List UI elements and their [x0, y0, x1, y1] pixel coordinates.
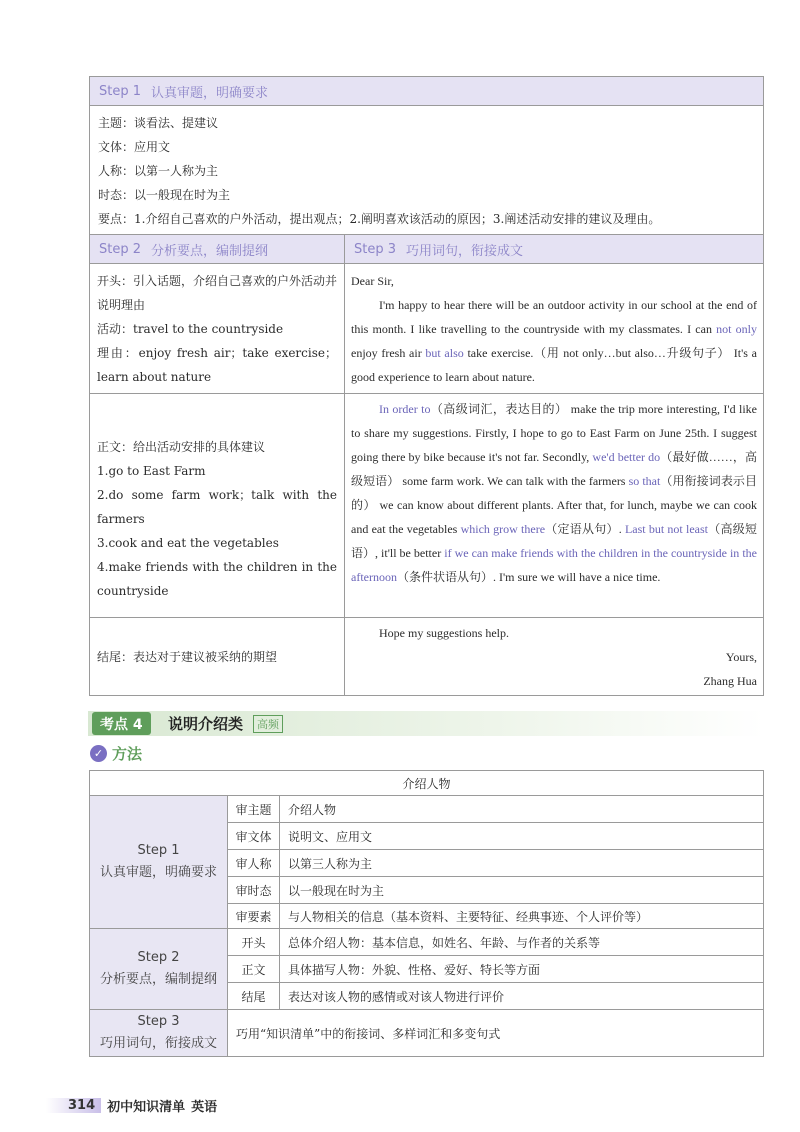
- essay-body-text-6: （条件状语从句）. I'm sure we will have a nice time.: [396, 570, 661, 584]
- intro-step1: [90, 796, 227, 928]
- step1-header: [90, 77, 763, 105]
- essay-closing: Yours,: [725, 650, 757, 664]
- intro-val-person: 以第三人称为主: [288, 856, 373, 871]
- essay-opening: [351, 269, 757, 389]
- intro-val-tense: 以一般现在时为主: [288, 883, 385, 898]
- outline-body-title: 正文：给出活动安排的具体建议: [97, 440, 266, 454]
- essay-body-text-4: （定语从句）.: [545, 522, 625, 536]
- essay-greeting: Dear Sir,: [351, 274, 394, 288]
- essay-p1-highlight-2: but also: [425, 346, 464, 360]
- writing-plan-table: [89, 76, 764, 696]
- essay-hl-which-grow: which grow there: [460, 522, 546, 536]
- essay-ending: [351, 621, 757, 693]
- step2-title: 分析要点，编制提纲: [151, 243, 269, 259]
- page-number: 314: [46, 1098, 101, 1113]
- intro-key-person: 审人称: [235, 856, 272, 871]
- intro-val-elements: 与人物相关的信息（基本资料、主要特征、经典事迹、个人评价等）: [288, 909, 649, 924]
- step3-header: [345, 235, 763, 263]
- step1-requirements: [98, 111, 758, 231]
- outline-opening-text: 开头：引入话题，介绍自己喜欢的户外活动并说明理由: [97, 274, 338, 312]
- essay-hl-last-but-not-least: Last but not least: [624, 522, 708, 536]
- intro-key-genre: 审文体: [235, 829, 272, 844]
- intro-step3-value: 巧用“知识清单”中的衔接词、多样词汇和多变句式: [236, 1026, 501, 1041]
- method-heading: [90, 743, 142, 763]
- intro-key-topic: 审主题: [235, 802, 272, 817]
- req-topic: 主题：谈看法、提建议: [98, 116, 219, 130]
- outline-body-item-3: 3.cook and eat the vegetables: [97, 536, 279, 550]
- essay-p1-text: I'm happy to hear there will be an outdoor activity in our school at the end of this month. I like travelling to the countryside with my classmates. I can: [351, 298, 757, 336]
- intro-key-ending: 结尾: [241, 989, 266, 1004]
- intro-step3-text: 巧用词句，衔接成文: [99, 1036, 217, 1051]
- essay-signature: Zhang Hua: [703, 674, 757, 688]
- intro-step2-text: 分析要点，编制提纲: [99, 972, 217, 987]
- intro-table-title: 介绍人物: [402, 776, 451, 791]
- outline-reasons: 理由：enjoy fresh air；take exercise；learn about nature: [97, 346, 337, 384]
- step2-num: Step 2: [99, 241, 142, 257]
- intro-person-table: [89, 770, 764, 1057]
- essay-hl-if-clause: if we can make friends with the children in the countryside in the afternoon: [351, 546, 757, 584]
- intro-val-body: 具体描写人物：外貌、性格、爱好、特长等方面: [288, 962, 541, 977]
- essay-p1-text-c: take exercise.（用 not only…but also…升级句子） It's a good experience to learn about nature.: [351, 346, 757, 384]
- step1-title: 认真审题，明确要求: [151, 85, 269, 101]
- essay-body-paragraph: [351, 397, 757, 589]
- intro-step1-text: 认真审题，明确要求: [99, 865, 217, 880]
- essay-p1-highlight-1: not only: [716, 322, 758, 336]
- page-footer: [46, 1095, 217, 1115]
- essay-body: [351, 397, 757, 589]
- intro-step2-num: Step 2: [137, 950, 180, 965]
- outline-body-item-1: 1.go to East Farm: [97, 464, 206, 478]
- outline-body: [97, 435, 337, 603]
- req-points: 要点：1.介绍自己喜欢的户外活动，提出观点；2.阐明喜欢该活动的原因；3.阐述活动安排的建议及理由。: [98, 212, 661, 226]
- intro-key-body: 正文: [241, 962, 266, 977]
- intro-step2: [90, 929, 227, 1009]
- outline-opening: [97, 269, 337, 389]
- essay-p1-text-b: enjoy fresh air: [351, 346, 426, 360]
- section-tag: 考点 4: [92, 712, 151, 735]
- intro-step3: [90, 1010, 227, 1056]
- req-tense: 时态：以一般现在时为主: [98, 188, 231, 202]
- essay-body-text-5: （高级短语）, it'll be better: [351, 522, 757, 560]
- intro-key-opening: 开头: [241, 935, 266, 950]
- outline-ending: 结尾：表达对于建议被采纳的期望: [97, 650, 278, 664]
- intro-val-ending: 表达对该人物的感情或对该人物进行评价: [288, 989, 505, 1004]
- intro-val-opening: 总体介绍人物：基本信息，如姓名、年龄、与作者的关系等: [288, 935, 601, 950]
- step2-header: [90, 235, 344, 263]
- intro-val-topic: 介绍人物: [288, 802, 337, 817]
- step3-num: Step 3: [354, 241, 397, 257]
- req-person: 人称：以第一人称为主: [98, 164, 219, 178]
- subject-label: 英语: [191, 1099, 218, 1115]
- section-title: 说明介绍类: [168, 715, 244, 733]
- essay-body-text-2: （最好做……，高级短语） some farm work. We can talk with the farmers: [351, 450, 757, 488]
- method-label: 方法: [112, 744, 143, 763]
- intro-key-tense: 审时态: [235, 883, 272, 898]
- req-genre: 文体：应用文: [98, 140, 171, 154]
- essay-body-text-1: （高级词汇，表达目的） make the trip more interesting, I'd like to share my suggestions. Firstly, I hope to go to East Farm on June 25th. I suggest going there by bike because it's not far. Secondly,: [351, 402, 757, 464]
- frequency-badge: 高频: [253, 715, 283, 733]
- check-icon: ✓: [90, 745, 107, 762]
- outline-body-item-2: 2.do some farm work；talk with the farmers: [97, 488, 337, 526]
- essay-hl-in-order-to: In order to: [379, 402, 431, 416]
- outline-body-item-4: 4.make friends with the children in the countryside: [97, 560, 337, 598]
- step1-num: Step 1: [99, 83, 142, 99]
- essay-hl-better-do: we'd better do: [592, 450, 661, 464]
- intro-key-elements: 审要素: [235, 909, 272, 924]
- intro-val-genre: 说明文、应用文: [288, 829, 373, 844]
- book-title: 初中知识清单: [107, 1099, 186, 1115]
- essay-hl-so-that: so that: [628, 474, 661, 488]
- outline-activity: 活动：travel to the countryside: [97, 322, 284, 336]
- essay-paragraph-1: [351, 293, 757, 389]
- intro-step1-num: Step 1: [137, 843, 180, 858]
- intro-step3-num: Step 3: [137, 1014, 180, 1029]
- essay-body-text-3: （用衔接词表示目的） we can know about different plants. After that, for lunch, maybe we can cook and eat the vegetables: [351, 474, 757, 536]
- step3-title: 巧用词句，衔接成文: [406, 243, 524, 259]
- essay-closing-line: Hope my suggestions help.: [379, 626, 509, 640]
